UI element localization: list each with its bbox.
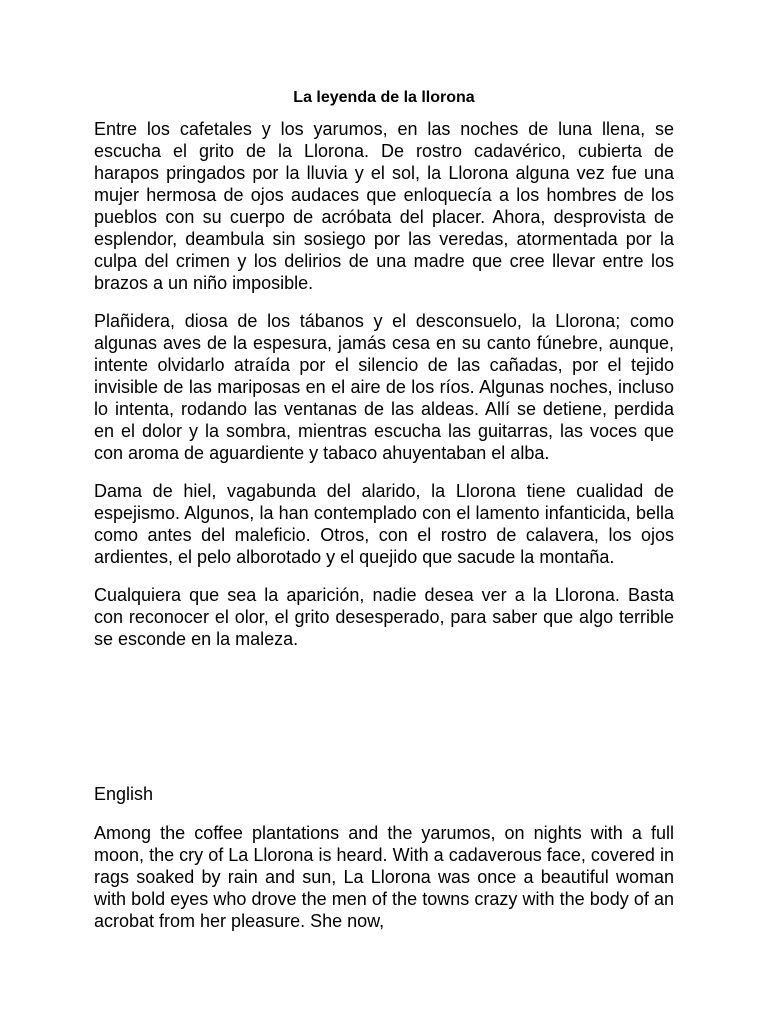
english-text	[94, 822, 674, 948]
english-section-label: English	[94, 784, 154, 804]
paragraph-en-1: Among the coffee plantations and the yarumos, on nights with a full moon, the cry of La Llorona is heard. With a cadaverous face, covered in rags soaked by rain and sun, La Llorona was once a beautiful woman with bold eyes who drove the men of the towns crazy with the body of an acrobat from her pleasure. She now,	[94, 823, 674, 931]
paragraph-es-4: Cualquiera que sea la aparición, nadie desea ver a la Llorona. Basta con reconocer el olor, el grito desesperado, para saber que algo terrible se esconde en la maleza.	[94, 585, 674, 649]
paragraph-es-1: Entre los cafetales y los yarumos, en las noches de luna llena, se escucha el grito de la Llorona. De rostro cadavérico, cubierta de harapos pringados por la lluvia y el sol, la Llorona alguna vez fue una mujer hermosa de ojos audaces que enloquecía a los hombres de los pueblos con su cuerpo de acróbata del placer. Ahora, desprovista de esplendor, deambula sin sosiego por las veredas, atormentada por la culpa del crimen y los delirios de una madre que cree llevar entre los brazos a un niño imposible.	[94, 119, 674, 293]
paragraph-es-3: Dama de hiel, vagabunda del alarido, la Llorona tiene cualidad de espejismo. Algunos, la han contemplado con el lamento infanticida, bella como antes del maleficio. Otros, con el rostro de calavera, los ojos ardientes, el pelo alborotado y el quejido que sacude la montaña.	[94, 481, 674, 567]
spanish-text	[94, 118, 674, 666]
paragraph-es-2: Plañidera, diosa de los tábanos y el desconsuelo, la Llorona; como algunas aves de la espesura, jamás cesa en su canto fúnebre, aunque, intente olvidarlo atraída por el silencio de las cañadas, por el tejido invisible de las mariposas en el aire de los ríos. Algunas noches, incluso lo intenta, rodando las ventanas de las aldeas. Allí se detiene, perdida en el dolor y la sombra, mientras escucha las guitarras, las voces que con aroma de aguardiente y tabaco ahuyentaban el alba.	[94, 311, 674, 463]
document-title: La leyenda de la llorona	[293, 89, 475, 106]
